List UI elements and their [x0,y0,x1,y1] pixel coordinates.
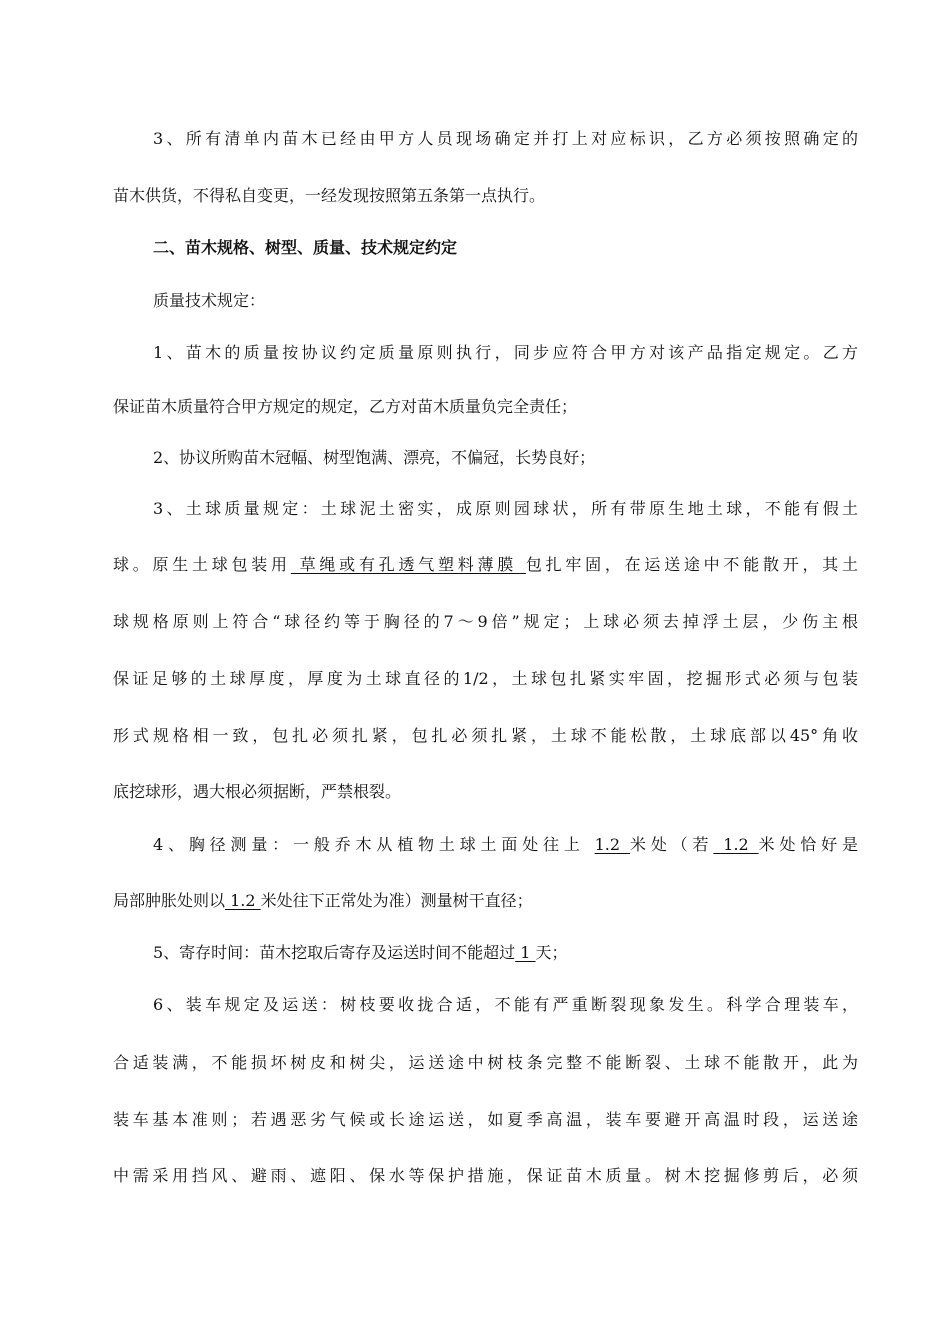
para-q3-line-3: 球规格原则上符合“球径约等于胸径的7～9倍”规定；上球必须去掉浮土层，少伤主根 [113,612,858,631]
para-q1-line-2: 保证苗木质量符合甲方规定的规定，乙方对苗木质量负完全责任； [113,397,578,416]
para-q6-line-4: 中需采用挡风、避雨、遮阳、保水等保护措施，保证苗木质量。树木挖掘修剪后，必须 [113,1166,858,1185]
subheading-quality: 质量技术规定： [153,291,266,310]
para-q3-line-5: 形式规格相一致，包扎必须扎紧，包扎必须扎紧，土球不能松散，土球底部以45°角收 [113,726,858,745]
section-heading: 二、苗木规格、树型、质量、技术规定约定 [153,238,458,257]
para-q3-line-4: 保证足够的土球厚度，厚度为土球直径的1/2，土球包扎紧实牢固，挖掘形式必须与包装 [113,669,858,688]
para-q6-line-1: 6、装车规定及运送：树枝要收拢合适，不能有严重断裂现象发生。科学合理装车， [153,995,858,1014]
text-run: 球。原生土球包装用 [113,555,291,574]
para-q3-line-1: 3、土球质量规定：土球泥土密实，成原则园球状，所有带原生地土球，不能有假土 [153,499,858,518]
para-3-line-2: 苗木供货，不得私自变更，一经发现按照第五条第一点执行。 [113,186,546,205]
para-q6-line-2: 合适装满，不能损坏树皮和树尖，运送途中树枝条完整不能断裂、土球不能散开，此为 [113,1053,858,1072]
text-run: 包扎牢固，在运送途中不能散开，其土 [525,555,858,574]
text-run: 米处恰好是 [758,835,858,854]
underlined-field: 1 [515,943,536,962]
text-run: 米处（若 [630,835,714,854]
underlined-field: 1.2 [713,835,759,854]
text-run: 5、寄存时间：苗木挖取后寄存及运送时间不能超过 [153,943,516,962]
para-q4-line-2 [113,889,858,913]
text-run: 米处往下正常处为准）测量树干直径； [260,891,533,910]
para-q6-line-3: 装车基本准则；若遇恶劣气候或长途运送，如夏季高温，装车要避开高温时段，运送途 [113,1110,858,1129]
para-q1-line-1: 1、苗木的质量按协议约定质量原则执行，同步应符合甲方对该产品指定规定。乙方 [153,343,858,362]
text-run: 4、胸径测量：一般乔木从植物土球土面处往上 [153,835,595,854]
underlined-field: 1.2 [225,891,261,910]
para-3-line-1: 3、所有清单内苗木已经由甲方人员现场确定并打上对应标识，乙方必须按照确定的 [153,129,858,148]
text-run: 天； [535,943,568,962]
para-q3-line-6: 底挖球形，遇大根必须据断，严禁根裂。 [113,782,402,801]
underlined-field: 草绳或有孔透气塑料薄膜 [290,555,526,574]
para-q2: 2、协议所购苗木冠幅、树型饱满、漂亮，不偏冠，长势良好； [153,448,596,467]
underlined-field: 1.2 [594,835,630,854]
para-q4-line-1 [113,833,858,857]
para-q5 [113,941,858,965]
para-q3-line-2 [113,553,858,577]
text-run: 局部肿胀处则以 [113,891,226,910]
